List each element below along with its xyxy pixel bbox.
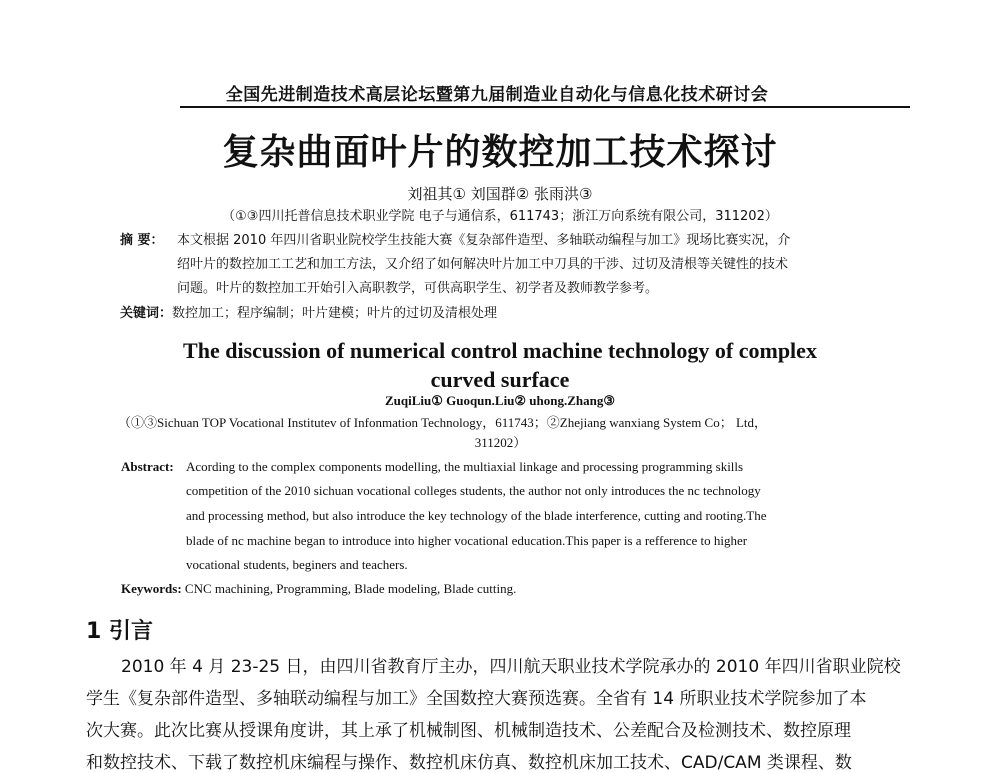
keywords-en-label: Keywords: bbox=[121, 581, 182, 596]
body-line: 和数控技术、下载了数控机床编程与操作、数控机床仿真、数控机床加工技术、CAD/CAM 类课程、数 bbox=[86, 753, 852, 773]
section-heading: 1 引言 bbox=[86, 619, 153, 644]
abstract-cn-line: 本文根据 2010 年四川省职业院校学生技能大赛《复杂部件造型、多轴联动编程与加工》现场比赛实况，介 bbox=[177, 233, 791, 248]
abstract-en-line: blade of nc machine began to introduce into higher vocational education.This paper is a refference to higher bbox=[186, 533, 748, 548]
keywords-cn-text: 数控加工；程序编制；叶片建模；叶片的过切及清根处理 bbox=[172, 306, 498, 321]
abstract-en-line: and processing method, but also introduce the key technology of the blade interference, cutting and rooting.The bbox=[186, 508, 767, 523]
conference-header: 全国先进制造技术高层论坛暨第九届制造业自动化与信息化技术研讨会 bbox=[225, 85, 769, 105]
header-rule bbox=[180, 106, 910, 108]
body-line: 学生《复杂部件造型、多轴联动编程与加工》全国数控大赛预选赛。全省有 14 所职业技术学院参加了本 bbox=[86, 689, 867, 709]
body-line: 2010 年 4 月 23-25 日，由四川省教育厅主办，四川航天职业技术学院承办的 2010 年四川省职业院校 bbox=[121, 657, 901, 677]
authors-en: ZuqiLiu① Guoqun.Liu② uhong.Zhang③ bbox=[384, 393, 616, 408]
abstract-cn-label: 摘 要： bbox=[120, 233, 164, 248]
paper-title-en-line2: curved surface bbox=[430, 367, 570, 392]
keywords-en bbox=[121, 581, 516, 597]
affiliation-en-line1: （①③Sichuan TOP Vocational Institutev of Infonmation Technology，611743；②Zhejiang wanxiang System Co； Ltd， bbox=[118, 415, 768, 430]
paper-title-en bbox=[120, 336, 880, 394]
abstract-cn-line: 绍叶片的数控加工工艺和加工方法，又介绍了如何解决叶片加工中刀具的干涉、过切及清根等关键性的技术 bbox=[177, 257, 789, 272]
paper-title-en-line1: The discussion of numerical control machine technology of complex bbox=[183, 338, 817, 363]
abstract-cn-line: 问题。叶片的数控加工开始引入高职教学，可供高职学生、初学者及教师教学参考。 bbox=[177, 281, 659, 296]
affiliation-en-line2: 311202） bbox=[474, 435, 527, 450]
body-line: 次大赛。此次比赛从授课角度讲，其上承了机械制图、机械制造技术、公差配合及检测技术、数控原理 bbox=[86, 721, 851, 741]
abstract-en-label: Abstract: bbox=[121, 459, 174, 474]
abstract-en-line: Acording to the complex components modelling, the multiaxial linkage and processing programming skills bbox=[186, 459, 744, 474]
affiliation-cn: （①③四川托普信息技术职业学院 电子与通信系，611743；浙江万向系统有限公司，311202） bbox=[222, 209, 778, 224]
abstract-en-line: vocational students, beginers and teachers. bbox=[186, 557, 408, 572]
keywords-cn-label: 关键词： bbox=[120, 306, 173, 321]
authors-cn: 刘祖其① 刘国群② 张雨洪③ bbox=[407, 185, 593, 203]
keywords-cn bbox=[120, 302, 497, 321]
paper-title-cn: 复杂曲面叶片的数控加工技术探讨 bbox=[222, 131, 778, 173]
keywords-en-text: CNC machining, Programming, Blade modeling, Blade cutting. bbox=[184, 581, 517, 596]
abstract-en-line: competition of the 2010 sichuan vocational colleges students, the author not only introduces the nc technology bbox=[186, 483, 761, 498]
